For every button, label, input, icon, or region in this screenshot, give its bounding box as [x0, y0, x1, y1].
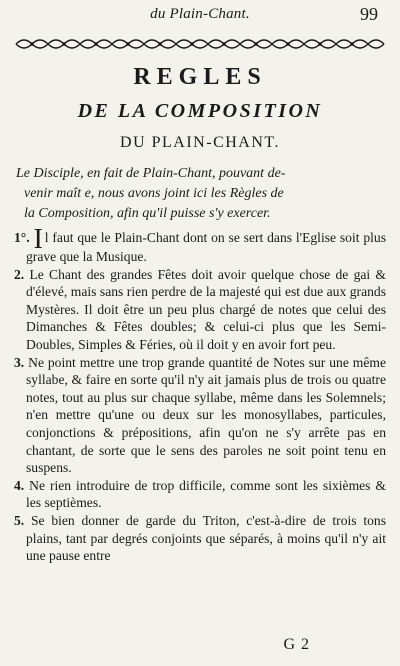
rule-number: 2. [14, 266, 25, 282]
title-sub2: DU PLAIN-CHANT. [120, 134, 280, 151]
rule-number: 1°. [14, 230, 30, 245]
rule-item [14, 477, 386, 512]
intro-paragraph [16, 164, 382, 224]
rule-dropcap: I [33, 224, 43, 255]
intro-line: venir maît e, nous avons joint ici les Règles de [24, 186, 284, 201]
rule-number: 4. [14, 477, 25, 493]
ornament-band [14, 35, 386, 53]
signature-mark: G 2 [283, 636, 310, 653]
rule-text: Se bien donner de garde du Triton, c'est-à-dire de trois tons plains, tant par degrés conjoints que séparés, à moins qu'il n'y ait une pause entre [26, 512, 386, 564]
rules-list [14, 224, 386, 565]
rule-item [14, 266, 386, 354]
intro-line: la Composition, afin qu'il puisse s'y exercer. [24, 206, 271, 221]
title-main: REGLES [133, 64, 267, 90]
title-sub: DE LA COMPOSITION [77, 100, 323, 122]
rule-number: 3. [14, 354, 25, 370]
rule-text: Le Chant des grandes Fêtes doit avoir quelque chose de gai & d'élevé, mais sans rien perdre de la majesté qui est due aux grands Mystères. Il doit être un peu plus chargé de notes que celui des Dimanches & Fêtes doubles; & celui-ci plus que les Semi-Doubles, Simples & Féries, où il doit y en avoir fort peu. [26, 266, 386, 352]
rule-text: Ne point mettre une trop grande quantité de Notes sur une même syllabe, & faire en sorte qu'il n'y ait jamais plus de trois ou quatre notes, tout au plus sur chaque syllabe, même dans les Solemnels; n'en mettre qu'une ou deux sur les monosyllabes, particules, conjonctions & prépositions, afin qu'on ne s'y arrête pas en chantant, de sorte que le sens des paroles ne soit point tenu en suspens. [26, 354, 386, 476]
page-number: 99 [360, 4, 378, 24]
rule-text: l faut que le Plain-Chant dont on se sert dans l'Eglise soit plus grave que la Musique. [26, 230, 386, 264]
rule-text: Ne rien introduire de trop difficile, comme sont les sixièmes & les septièmes. [26, 477, 386, 511]
running-head [0, 4, 400, 26]
intro-line: Le Disciple, en fait de Plain-Chant, pouvant de- [16, 166, 286, 181]
rule-item [14, 224, 386, 266]
rule-number: 5. [14, 512, 25, 528]
rule-item [14, 354, 386, 477]
running-title: du Plain-Chant. [150, 6, 250, 22]
rule-item [14, 512, 386, 565]
